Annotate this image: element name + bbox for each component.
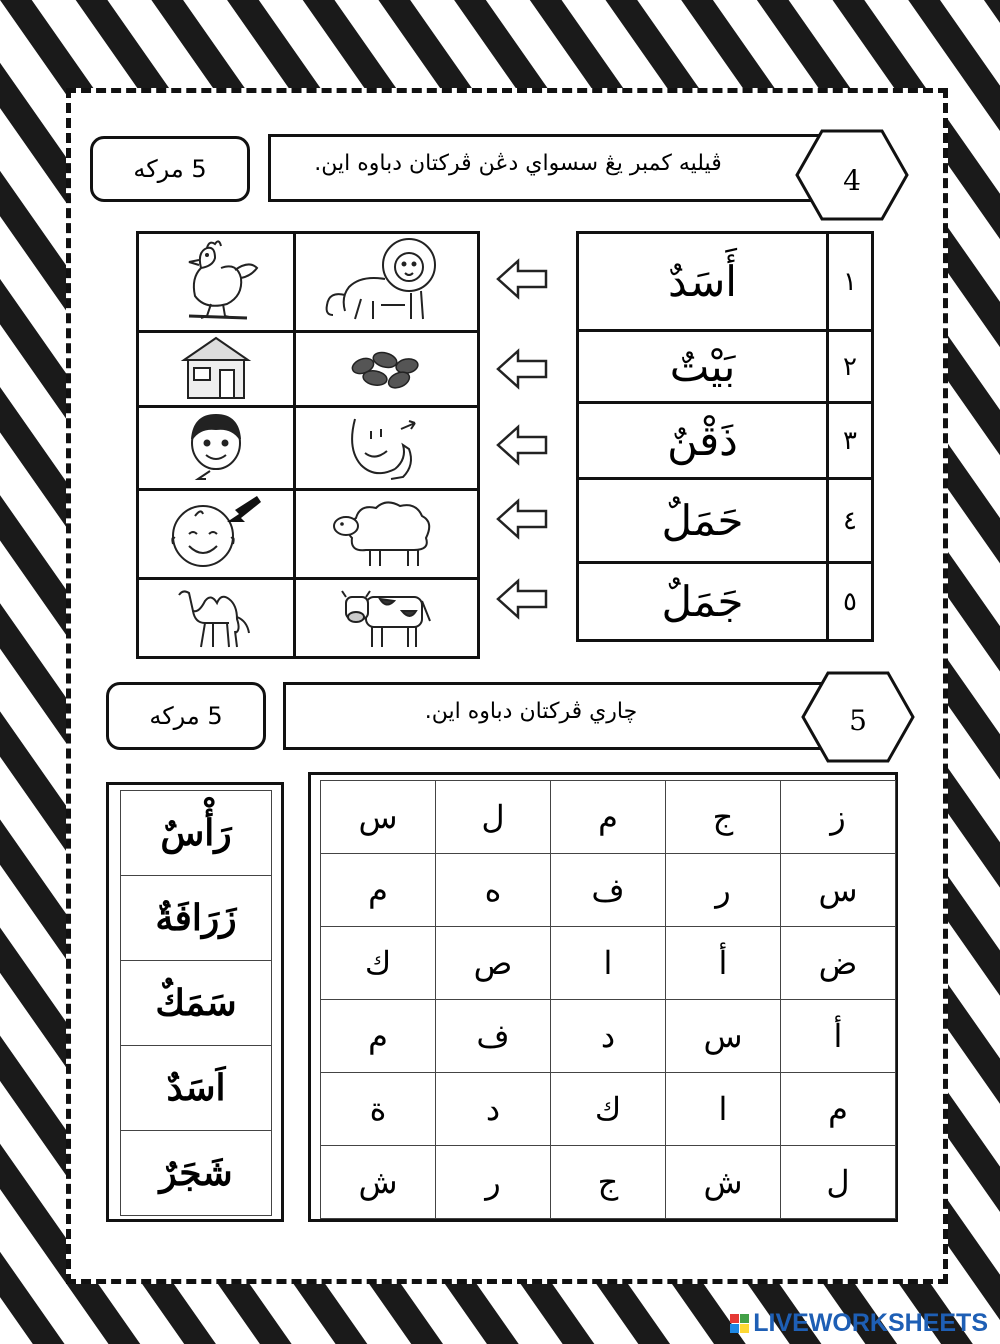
grid-row <box>321 927 896 1000</box>
vocab-word: رَأْسٌ <box>121 791 272 876</box>
vocab-word: زَرَافَةٌ <box>121 876 272 961</box>
grid-cell[interactable]: أ <box>666 927 781 1000</box>
left-arrow-icon <box>498 501 546 537</box>
section4-marks: 5 مركه <box>133 155 207 183</box>
section4-number: 4 <box>843 164 861 197</box>
section4-marks-box <box>90 136 250 202</box>
grid-cell[interactable]: د <box>436 1073 551 1146</box>
section5-vocab-list <box>120 790 272 1216</box>
cow-icon <box>336 581 436 651</box>
baby-head-icon <box>161 492 271 572</box>
grid-cell[interactable]: س <box>666 1000 781 1073</box>
grid-cell[interactable]: ص <box>436 927 551 1000</box>
word-row <box>578 479 873 563</box>
word-row <box>578 563 873 641</box>
grid-cell[interactable]: ض <box>781 927 896 1000</box>
grid-row <box>321 854 896 927</box>
grid-cell[interactable]: م <box>551 781 666 854</box>
grid-cell[interactable]: ا <box>666 1073 781 1146</box>
word-row <box>578 403 873 479</box>
grid-row <box>321 781 896 854</box>
section5-instruction-box <box>283 682 839 750</box>
vocab-row <box>121 1131 272 1216</box>
section5-marks: 5 مركه <box>149 702 223 730</box>
matching-arrows <box>496 255 550 621</box>
grid-cell[interactable]: ج <box>551 1146 666 1219</box>
liveworksheets-logo[interactable] <box>730 1309 988 1338</box>
grid-row <box>321 1000 896 1073</box>
picture-cell-camel <box>138 579 295 658</box>
vocab-row <box>121 961 272 1046</box>
number-cell: ٢ <box>828 331 873 403</box>
grid-cell[interactable]: د <box>551 1000 666 1073</box>
number-cell: ٤ <box>828 479 873 563</box>
camel-icon <box>171 581 261 651</box>
rooster-icon <box>171 238 261 322</box>
lion-icon <box>321 235 451 325</box>
boy-face-icon <box>176 409 256 483</box>
section5-marks-box <box>106 682 266 750</box>
picture-cell-rooster <box>138 233 295 332</box>
grid-cell[interactable]: ة <box>321 1073 436 1146</box>
vocab-row <box>121 1046 272 1131</box>
left-arrow-icon <box>498 427 546 463</box>
pointer-arrow-icon <box>227 496 261 522</box>
grid-cell[interactable]: س <box>781 854 896 927</box>
grid-cell[interactable]: ف <box>436 1000 551 1073</box>
grid-cell[interactable]: م <box>321 1000 436 1073</box>
grid-cell[interactable]: ر <box>436 1146 551 1219</box>
word-cell: ذَقْنٌ <box>578 403 828 479</box>
picture-row <box>138 490 479 579</box>
vocab-row <box>121 791 272 876</box>
left-arrow-icon <box>498 351 546 387</box>
grid-cell[interactable]: ه <box>436 854 551 927</box>
word-cell: جَمَلٌ <box>578 563 828 641</box>
chin-icon <box>341 409 431 483</box>
section5-number: 5 <box>849 704 867 737</box>
word-row <box>578 331 873 403</box>
grid-cell[interactable]: ر <box>666 854 781 927</box>
picture-cell-dates <box>294 332 478 407</box>
vocab-word: اَسَدٌ <box>121 1046 272 1131</box>
grid-row <box>321 1146 896 1219</box>
word-cell: حَمَلٌ <box>578 479 828 563</box>
number-cell: ٥ <box>828 563 873 641</box>
grid-cell[interactable]: ش <box>666 1146 781 1219</box>
house-icon <box>174 334 258 400</box>
picture-cell-boy-face <box>138 407 295 490</box>
grid-cell[interactable]: ج <box>666 781 781 854</box>
grid-cell[interactable]: م <box>781 1073 896 1146</box>
number-cell: ١ <box>828 233 873 331</box>
grid-cell[interactable]: أ <box>781 1000 896 1073</box>
liveworksheets-logo-icon <box>730 1314 749 1333</box>
grid-cell[interactable]: س <box>321 781 436 854</box>
picture-cell-chin <box>294 407 478 490</box>
dates-icon <box>341 342 431 392</box>
picture-cell-sheep <box>294 490 478 579</box>
grid-row <box>321 1073 896 1146</box>
grid-cell[interactable]: ل <box>781 1146 896 1219</box>
grid-cell[interactable]: ز <box>781 781 896 854</box>
section4-picture-table <box>136 231 480 659</box>
grid-cell[interactable]: ل <box>436 781 551 854</box>
word-cell: بَيْتٌ <box>578 331 828 403</box>
liveworksheets-brand: LIVEWORKSHEETS <box>753 1309 988 1337</box>
picture-cell-lion <box>294 233 478 332</box>
grid-cell[interactable]: ش <box>321 1146 436 1219</box>
vocab-word: سَمَكٌ <box>121 961 272 1046</box>
section4-word-table <box>576 231 874 642</box>
vocab-row <box>121 876 272 961</box>
picture-row <box>138 332 479 407</box>
grid-cell[interactable]: ا <box>551 927 666 1000</box>
word-cell: أَسَدٌ <box>578 233 828 331</box>
section4-instruction-box <box>268 134 828 202</box>
picture-cell-house <box>138 332 295 407</box>
vocab-word: شَجَرٌ <box>121 1131 272 1216</box>
section5-instruction: چاري ڤرکتان دباوه اين. <box>424 699 638 724</box>
grid-cell[interactable]: ك <box>321 927 436 1000</box>
word-row <box>578 233 873 331</box>
number-cell: ٣ <box>828 403 873 479</box>
section5-letter-grid <box>320 780 896 1219</box>
grid-cell[interactable]: ك <box>551 1073 666 1146</box>
picture-row <box>138 579 479 658</box>
sheep-icon <box>326 494 446 570</box>
picture-cell-cow <box>294 579 478 658</box>
grid-cell[interactable]: م <box>321 854 436 927</box>
picture-row <box>138 233 479 332</box>
picture-cell-baby-head <box>138 490 295 579</box>
grid-cell[interactable]: ف <box>551 854 666 927</box>
section4-instruction: ڤيليه کمبر يڠ سسواي دڠن ڤرکتان دباوه اين. <box>314 151 722 176</box>
picture-row <box>138 407 479 490</box>
left-arrow-icon <box>498 261 546 297</box>
left-arrow-icon <box>498 581 546 617</box>
